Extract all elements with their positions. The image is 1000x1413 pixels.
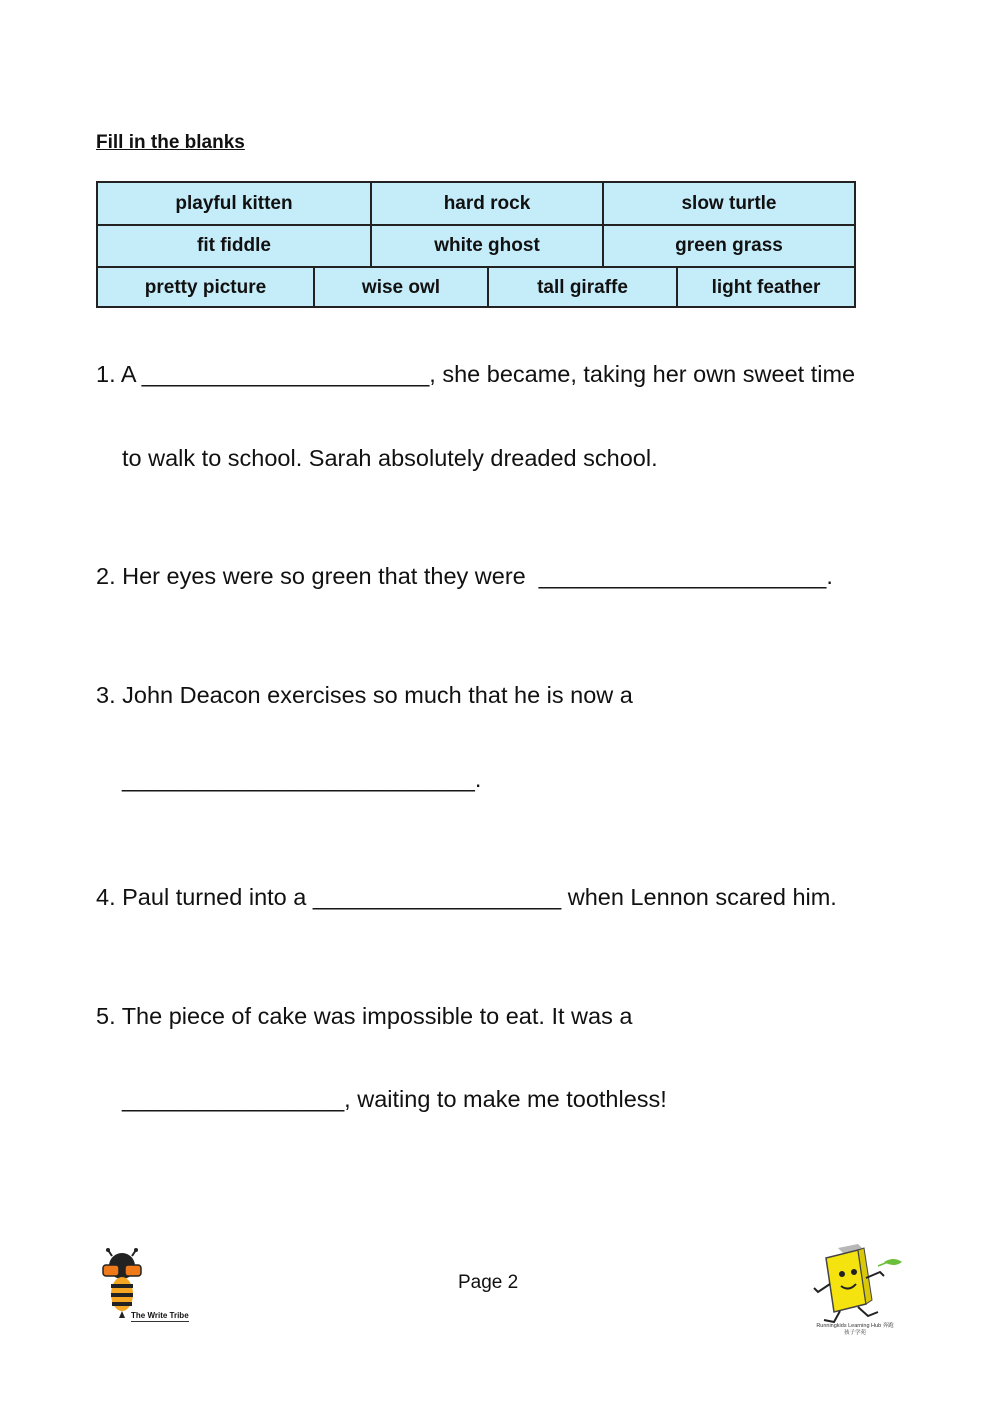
word-bank-cell: playful kitten: [98, 183, 372, 224]
write-tribe-logo-text: The Write Tribe: [131, 1311, 189, 1320]
question-4-text: 4. Paul turned into a ___________________ when Lennon scared him.: [96, 884, 837, 910]
word-bank-cell: light feather: [711, 277, 821, 298]
word-bank-table: [96, 181, 856, 308]
question-5-text: 5. The piece of cake was impossible to eat. It was a: [96, 1003, 633, 1029]
question-5-continuation: _________________, waiting to make me toothless!: [122, 1086, 667, 1112]
word-bank-cell: fit fiddle: [98, 226, 372, 266]
word-bank-cell: tall giraffe: [489, 268, 678, 308]
word-bank-cell: wise owl: [315, 268, 489, 308]
question-1-text: 1. A ______________________, she became, taking her own sweet time: [96, 361, 856, 387]
word-bank-row: [98, 183, 854, 226]
word-bank-cell: hard rock: [372, 183, 604, 224]
word-bank-cell: green grass: [675, 235, 783, 256]
word-bank-cell: slow turtle: [681, 192, 777, 214]
word-bank-cell: pretty picture: [98, 268, 315, 308]
word-bank-cell: white ghost: [372, 226, 604, 266]
question-3-text: 3. John Deacon exercises so much that he is now a: [96, 682, 633, 708]
worksheet-title: Fill in the blanks: [96, 132, 245, 153]
page-number: Page 2: [458, 1272, 519, 1293]
running-book-logo-text: Runningkids Learning Hub 奔跑孩子学苑: [816, 1323, 894, 1337]
question-1-continuation: to walk to school. Sarah absolutely dreaded school.: [122, 445, 658, 471]
word-bank-row: [98, 226, 854, 268]
word-bank-row: [98, 268, 854, 308]
question-3-blank-line: ___________________________.: [122, 766, 482, 792]
question-2-text: 2. Her eyes were so green that they were ______________________.: [96, 563, 833, 589]
